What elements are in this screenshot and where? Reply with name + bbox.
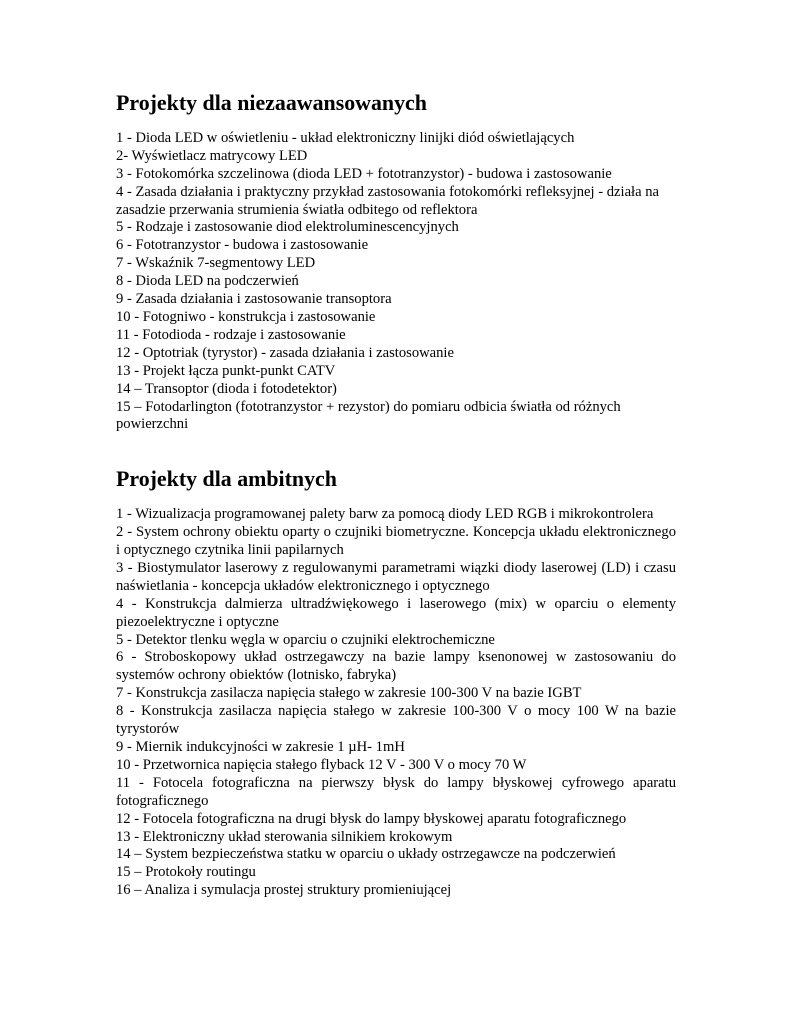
project-list-item: 6 - Fototranzystor - budowa i zastosowanie xyxy=(116,237,369,254)
project-list-item: 5 - Detektor tlenku węgla w oparciu o czujniki elektrochemiczne xyxy=(116,631,495,648)
document-page xyxy=(116,90,676,900)
project-list-item: 4 - Zasada działania i praktyczny przykład zastosowania fotokomórki refleksyjnej - działa na zasadzie przerwania strumienia światła odbitego od reflektora xyxy=(116,183,659,218)
project-list-item: 10 - Przetwornica napięcia stałego flyback 12 V - 300 V o mocy 70 W xyxy=(116,756,527,773)
section-beginner-title: Projekty dla niezaawansowanych xyxy=(116,90,427,115)
project-list-item: 3 - Biostymulator laserowy z regulowanymi parametrami wiązki diody laserowej (LD) i czasu naświetlania - koncepcja układów elektronicznego i optycznego xyxy=(116,559,676,594)
project-list-item: 4 - Konstrukcja dalmierza ultradźwiękowego i laserowego (mix) w oparciu o elementy piezoelektryczne i optyczne xyxy=(116,595,676,630)
project-list-item: 9 - Zasada działania i zastosowanie transoptora xyxy=(116,291,392,308)
project-list-item: 2 - System ochrony obiektu oparty o czujniki biometryczne. Koncepcja układu elektronicznego i optycznego czytnika linii papilarnych xyxy=(116,524,676,559)
project-list-item: 11 - Fotodioda - rodzaje i zastosowanie xyxy=(116,326,346,343)
beginner-projects-list xyxy=(116,130,676,434)
advanced-projects-list xyxy=(116,506,676,900)
project-list-item: 6 - Stroboskopowy układ ostrzegawczy na bazie lampy ksenonowej w zastosowaniu do systemów ochrony obiektów (lotnisko, fabryka) xyxy=(116,649,676,684)
project-list-item: 3 - Fotokomórka szczelinowa (dioda LED + fototranzystor) - budowa i zastosowanie xyxy=(116,165,612,182)
section-advanced-title: Projekty dla ambitnych xyxy=(116,466,337,492)
project-list-item: 7 - Konstrukcja zasilacza napięcia stałego w zakresie 100-300 V na bazie IGBT xyxy=(116,685,582,702)
project-list-item: 1 - Dioda LED w oświetleniu - układ elektroniczny linijki diód oświetlających xyxy=(116,129,575,146)
project-list-item: 13 - Projekt łącza punkt-punkt CATV xyxy=(116,362,336,379)
project-list-item: 8 - Konstrukcja zasilacza napięcia stałego w zakresie 100-300 V o mocy 100 W na bazie tyrystorów xyxy=(116,703,676,738)
project-list-item: 11 - Fotocela fotograficzna na pierwszy błysk do lampy błyskowej cyfrowego aparatu fotograficznego xyxy=(116,774,676,809)
project-list-item: 15 – Protokoły routingu xyxy=(116,864,256,881)
project-list-item: 1 - Wizualizacja programowanej palety barw za pomocą diody LED RGB i mikrokontrolera xyxy=(116,506,654,523)
project-list-item: 12 - Optotriak (tyrystor) - zasada działania i zastosowanie xyxy=(116,344,454,361)
project-list-item: 16 – Analiza i symulacja prostej struktury promieniującej xyxy=(116,882,452,899)
project-list-item: 7 - Wskaźnik 7-segmentowy LED xyxy=(116,255,316,272)
project-list-item: 12 - Fotocela fotograficzna na drugi błysk do lampy błyskowej aparatu fotograficznego xyxy=(116,810,627,827)
project-list-item: 8 - Dioda LED na podczerwień xyxy=(116,273,299,290)
project-list-item: 10 - Fotogniwo - konstrukcja i zastosowanie xyxy=(116,308,376,325)
project-list-item: 14 – System bezpieczeństwa statku w oparciu o układy ostrzegawcze na podczerwień xyxy=(116,846,616,863)
project-list-item: 9 - Miernik indukcyjności w zakresie 1 µH- 1mH xyxy=(116,739,405,755)
project-list-item: 13 - Elektroniczny układ sterowania silnikiem krokowym xyxy=(116,828,453,845)
spacer xyxy=(116,434,676,470)
project-list-item: 5 - Rodzaje i zastosowanie diod elektroluminescencyjnych xyxy=(116,219,459,236)
project-list-item: 15 – Fotodarlington (fototranzystor + rezystor) do pomiaru odbicia światła od różnych powierzchni xyxy=(116,398,621,433)
project-list-item: 14 – Transoptor (dioda i fotodetektor) xyxy=(116,380,337,397)
project-list-item: 2- Wyświetlacz matrycowy LED xyxy=(116,147,308,164)
